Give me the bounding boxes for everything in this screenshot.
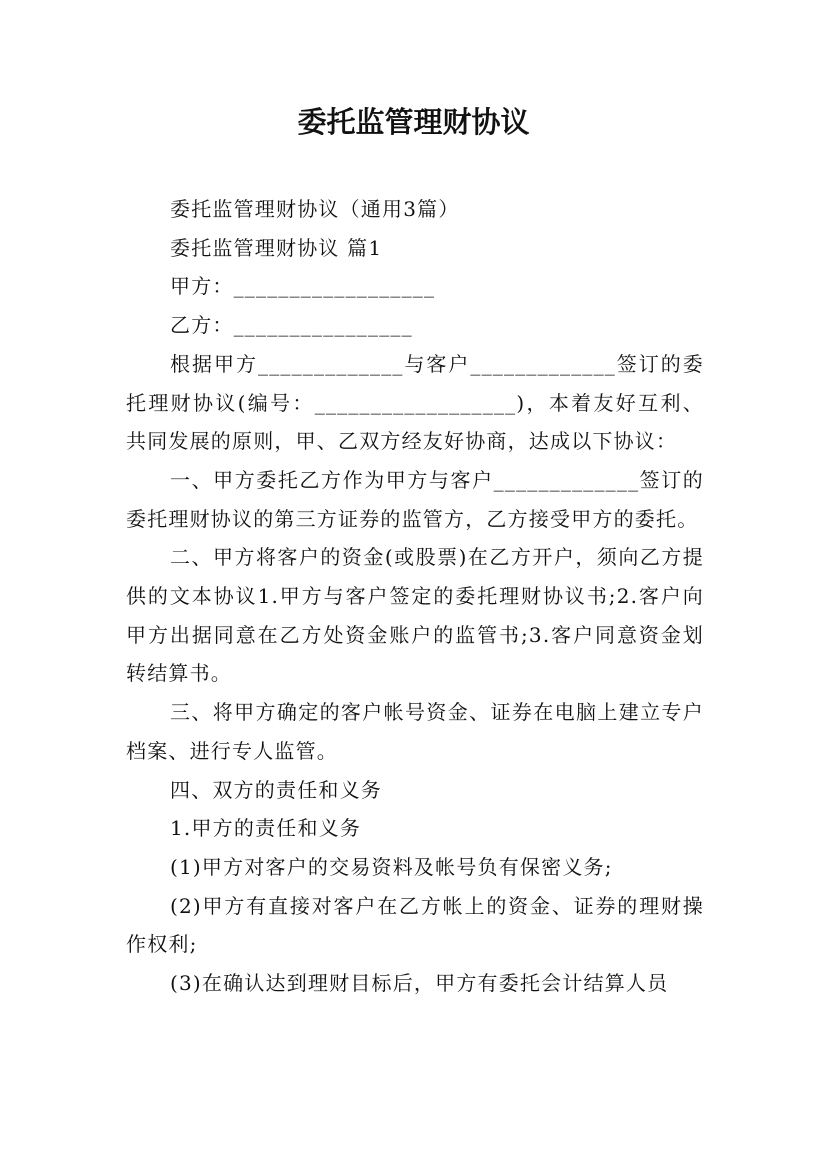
paragraph-heading-part1: 委托监管理财协议 篇1 xyxy=(170,235,383,260)
paragraph-item-2: (2)甲方有直接对客户在乙方帐上的资金、证券的理财操作权利; xyxy=(126,893,704,957)
paragraph-heading-general: 委托监管理财协议（通用3篇） xyxy=(170,197,460,221)
paragraph-clause-3: 三、将甲方确定的客户帐号资金、证券在电脑上建立专户档案、进行专人监管。 xyxy=(126,700,704,763)
paragraph-party-b: 乙方：________________ xyxy=(170,313,413,338)
paragraph-clause-1: 一、甲方委托乙方作为甲方与客户_____________签订的委托理财协议的第三方证券的监管方，乙方接受甲方的委托。 xyxy=(126,467,704,531)
paragraph-item-3: (3)在确认达到理财目标后，甲方有委托会计结算人员 xyxy=(170,971,669,996)
paragraph-clause-4-1: 1.甲方的责任和义务 xyxy=(170,816,362,841)
paragraph-clause-2: 二、甲方将客户的资金(或股票)在乙方开户，须向乙方提供的文本协议1.甲方与客户签定的委托理财协议书;2.客户向甲方出据同意在乙方处资金账户的监管书;3.客户同意资金划转结算书。 xyxy=(126,545,704,686)
paragraph-preamble: 根据甲方_____________与客户_____________签订的委托理财协议(编号：__________________)，本着友好互利、共同发展的原则，甲、乙双方经友好协商，达成以下协议： xyxy=(126,351,704,454)
document-title: 委托监管理财协议 xyxy=(297,105,530,139)
document-body xyxy=(126,190,704,1003)
paragraph-item-1: (1)甲方对客户的交易资料及帐号负有保密义务; xyxy=(170,854,613,879)
paragraph-party-a: 甲方：__________________ xyxy=(170,274,436,299)
paragraph-clause-4: 四、双方的责任和义务 xyxy=(170,777,382,802)
